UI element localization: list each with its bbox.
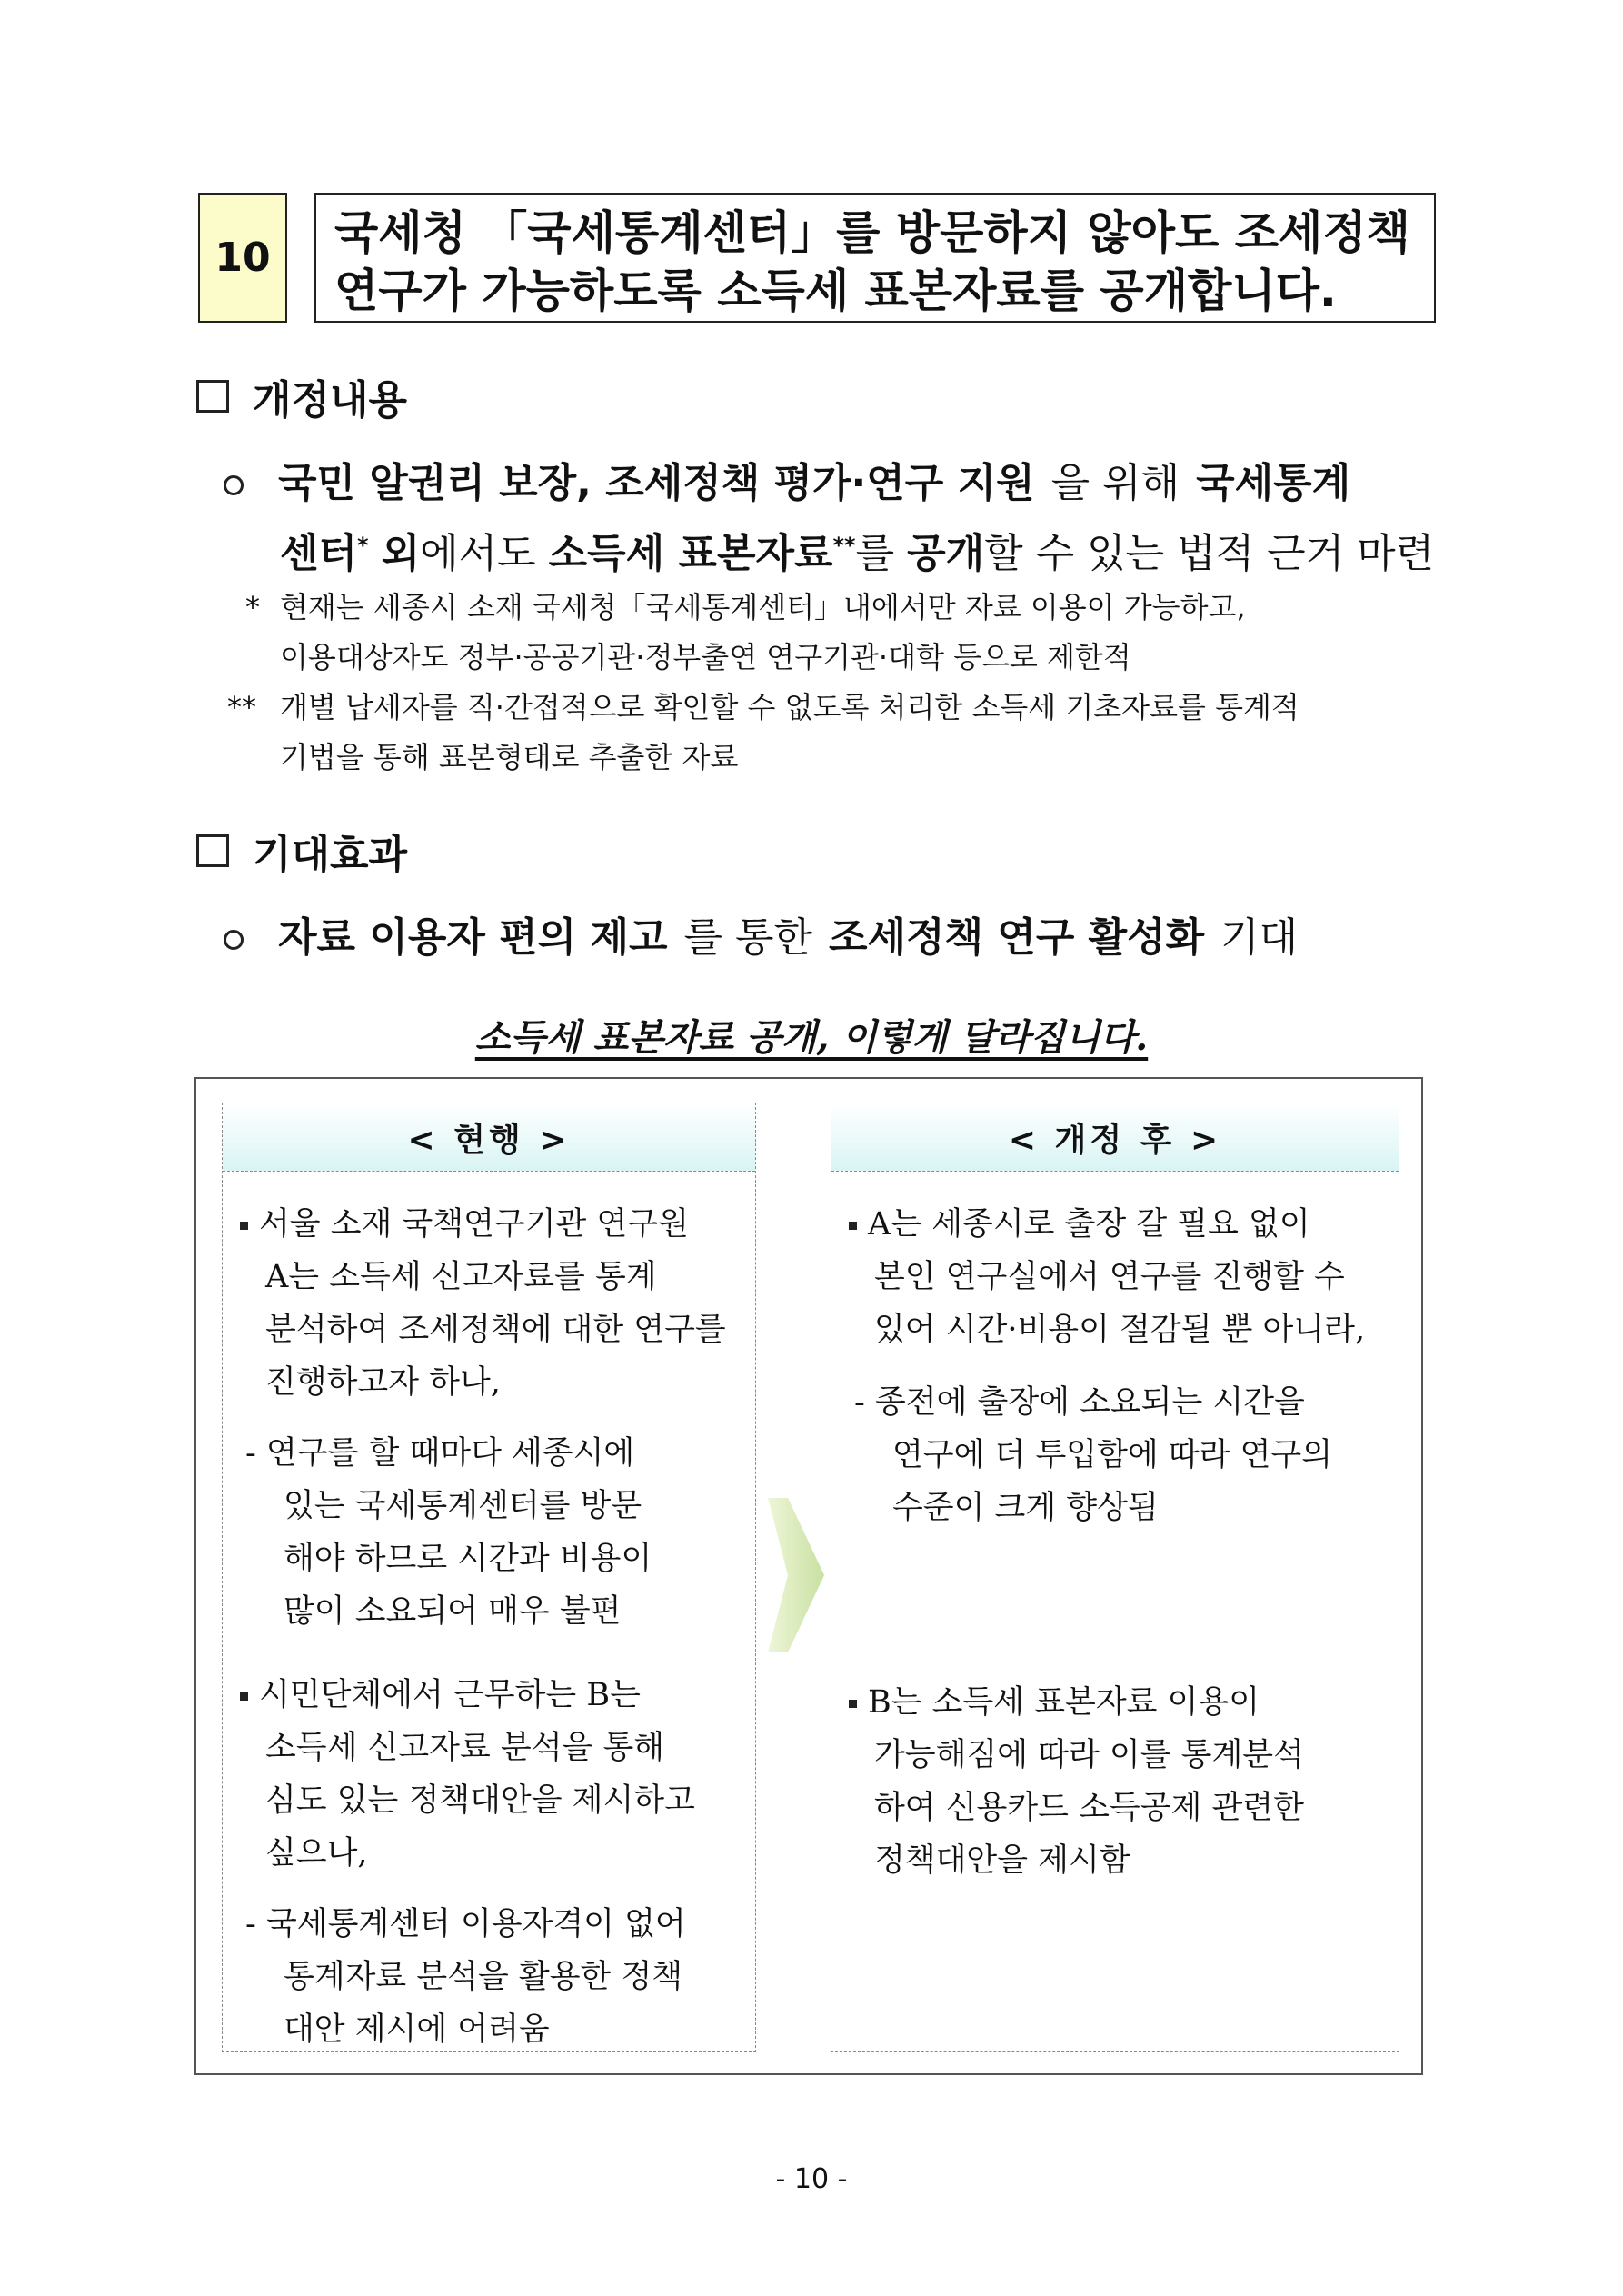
text-line: A는 세종시로 출장 갈 필요 없이 bbox=[849, 1198, 1365, 1251]
footnote-text: 개별 납세자를 직·간접적으로 확인할 수 없도록 처리한 소득세 기초자료를 통계적 bbox=[280, 690, 1299, 724]
plain-text: 할 수 있는 법적 근거 마련 bbox=[984, 530, 1435, 577]
text-line: 하여 신용카드 소득공제 관련한 bbox=[874, 1790, 1304, 1826]
text-line: 본인 연구실에서 연구를 진행할 수 bbox=[874, 1259, 1345, 1295]
text-line: 분석하여 조세정책에 대한 연구를 bbox=[265, 1312, 726, 1348]
section-heading-effect bbox=[196, 822, 407, 880]
footnote-1-cont: 이용대상자도 정부·공공기관·정부출연 연구기관·대학 등으로 제한적 bbox=[280, 640, 1131, 674]
after-case-a bbox=[849, 1198, 1365, 1356]
text-line: 수준이 크게 향상됨 bbox=[892, 1490, 1159, 1526]
text-line: A는 소득세 신고자료를 통계 bbox=[265, 1259, 657, 1295]
text-line: B는 소득세 표본자료 이용이 bbox=[849, 1676, 1304, 1729]
text-line: 통계자료 분석을 활용한 정책 bbox=[284, 1959, 683, 1995]
current-case-b-detail bbox=[245, 1898, 686, 2056]
current-case-b bbox=[240, 1669, 695, 1880]
plain-text: 을 위해 bbox=[1050, 460, 1180, 506]
text-line: 시민단체에서 근무하는 B는 bbox=[240, 1669, 695, 1722]
item-number-badge: 10 bbox=[198, 193, 287, 323]
section-heading-revision bbox=[196, 367, 407, 425]
text-line: 있어 시간·비용이 절감될 뿐 아니라, bbox=[874, 1312, 1366, 1348]
text-line: 정책대안을 제시함 bbox=[874, 1842, 1130, 1879]
footnote-2 bbox=[227, 684, 1299, 730]
plain-text: 기대 bbox=[1220, 914, 1299, 961]
text-line: 많이 소요되어 매우 불편 bbox=[284, 1593, 622, 1630]
square-bullet-icon bbox=[849, 1700, 857, 1708]
text-line: 해야 하므로 시간과 비용이 bbox=[284, 1541, 652, 1577]
plain-text: 를 bbox=[855, 530, 895, 577]
square-bullet-icon bbox=[849, 1222, 857, 1230]
text-line: - 종전에 출장에 소요되는 시간을 bbox=[854, 1384, 1305, 1421]
bold-text: 소득세 표본자료 bbox=[548, 530, 833, 577]
footnote-2-cont: 기법을 통해 표본형태로 추출한 자료 bbox=[280, 740, 739, 774]
text-line: - 연구를 할 때마다 세종시에 bbox=[245, 1435, 635, 1472]
footnote-mark: * bbox=[245, 590, 260, 624]
revision-bullet-line-1 bbox=[224, 456, 1350, 511]
chevron-right-arrow-icon bbox=[768, 1498, 824, 1652]
comparison-subtitle: 소득세 표본자료 공개, 이렇게 달라집니다. bbox=[474, 1016, 1149, 1059]
checkbox-square-icon bbox=[196, 834, 229, 867]
circle-bullet-icon bbox=[224, 930, 244, 950]
text-line: 연구에 더 투입함에 따라 연구의 bbox=[892, 1437, 1333, 1473]
bold-text: 국민 알권리 보장, 조세정책 평가·연구 지원 bbox=[278, 460, 1035, 506]
page-number: - 10 - bbox=[775, 2163, 848, 2195]
revision-bullet-line-2 bbox=[280, 518, 1434, 582]
text-line: - 국세통계센터 이용자격이 없어 bbox=[245, 1906, 686, 1942]
column-header-after: < 개정 후 > bbox=[831, 1103, 1399, 1172]
effect-bullet bbox=[224, 911, 1298, 965]
current-case-a bbox=[240, 1198, 726, 1409]
plain-text: 에서도 bbox=[420, 530, 536, 577]
bold-text: 센터 bbox=[280, 530, 358, 577]
bold-text: 조세정책 연구 활성화 bbox=[829, 914, 1205, 961]
bold-text: 공개 bbox=[907, 530, 985, 577]
text-line: 서울 소재 국책연구기관 연구원 bbox=[240, 1198, 726, 1251]
text-line: 있는 국세통계센터를 방문 bbox=[284, 1488, 642, 1524]
page-title bbox=[314, 193, 1436, 323]
section-heading-label: 기대효과 bbox=[253, 832, 408, 878]
title-line-2: 연구가 가능하도록 소득세 표본자료를 공개합니다. bbox=[334, 265, 1337, 317]
text-line: 대안 제시에 어려움 bbox=[284, 2011, 550, 2048]
plain-text: 를 통한 bbox=[683, 914, 812, 961]
column-header-current: < 현행 > bbox=[223, 1103, 755, 1172]
text-line: 싶으나, bbox=[265, 1835, 368, 1872]
after-case-a-detail bbox=[854, 1376, 1332, 1534]
section-heading-label: 개정내용 bbox=[253, 377, 408, 424]
bold-text: 국세통계 bbox=[1196, 460, 1351, 506]
square-bullet-icon bbox=[240, 1692, 248, 1701]
title-line-1: 국세청 「국세통계센터」를 방문하지 않아도 조세정책 bbox=[334, 206, 1410, 259]
checkbox-square-icon bbox=[196, 380, 229, 413]
square-bullet-icon bbox=[240, 1222, 248, 1230]
current-case-a-detail bbox=[245, 1427, 652, 1638]
footnote-mark: * bbox=[357, 533, 369, 558]
footnote-1 bbox=[245, 584, 1246, 630]
text-line: 심도 있는 정책대안을 제시하고 bbox=[265, 1782, 695, 1819]
bold-text: 외 bbox=[381, 530, 421, 577]
footnote-mark: ** bbox=[832, 533, 856, 558]
footnote-text: 현재는 세종시 소재 국세청「국세통계센터」내에서만 자료 이용이 가능하고, bbox=[280, 590, 1246, 624]
circle-bullet-icon bbox=[224, 475, 244, 495]
after-case-b bbox=[849, 1676, 1304, 1887]
bold-text: 자료 이용자 편의 제고 bbox=[278, 914, 668, 961]
text-line: 가능해짐에 따라 이를 통계분석 bbox=[874, 1737, 1304, 1773]
text-line: 진행하고자 하나, bbox=[265, 1364, 501, 1401]
footnote-mark: ** bbox=[227, 690, 256, 724]
text-line: 소득세 신고자료 분석을 통해 bbox=[265, 1730, 665, 1766]
